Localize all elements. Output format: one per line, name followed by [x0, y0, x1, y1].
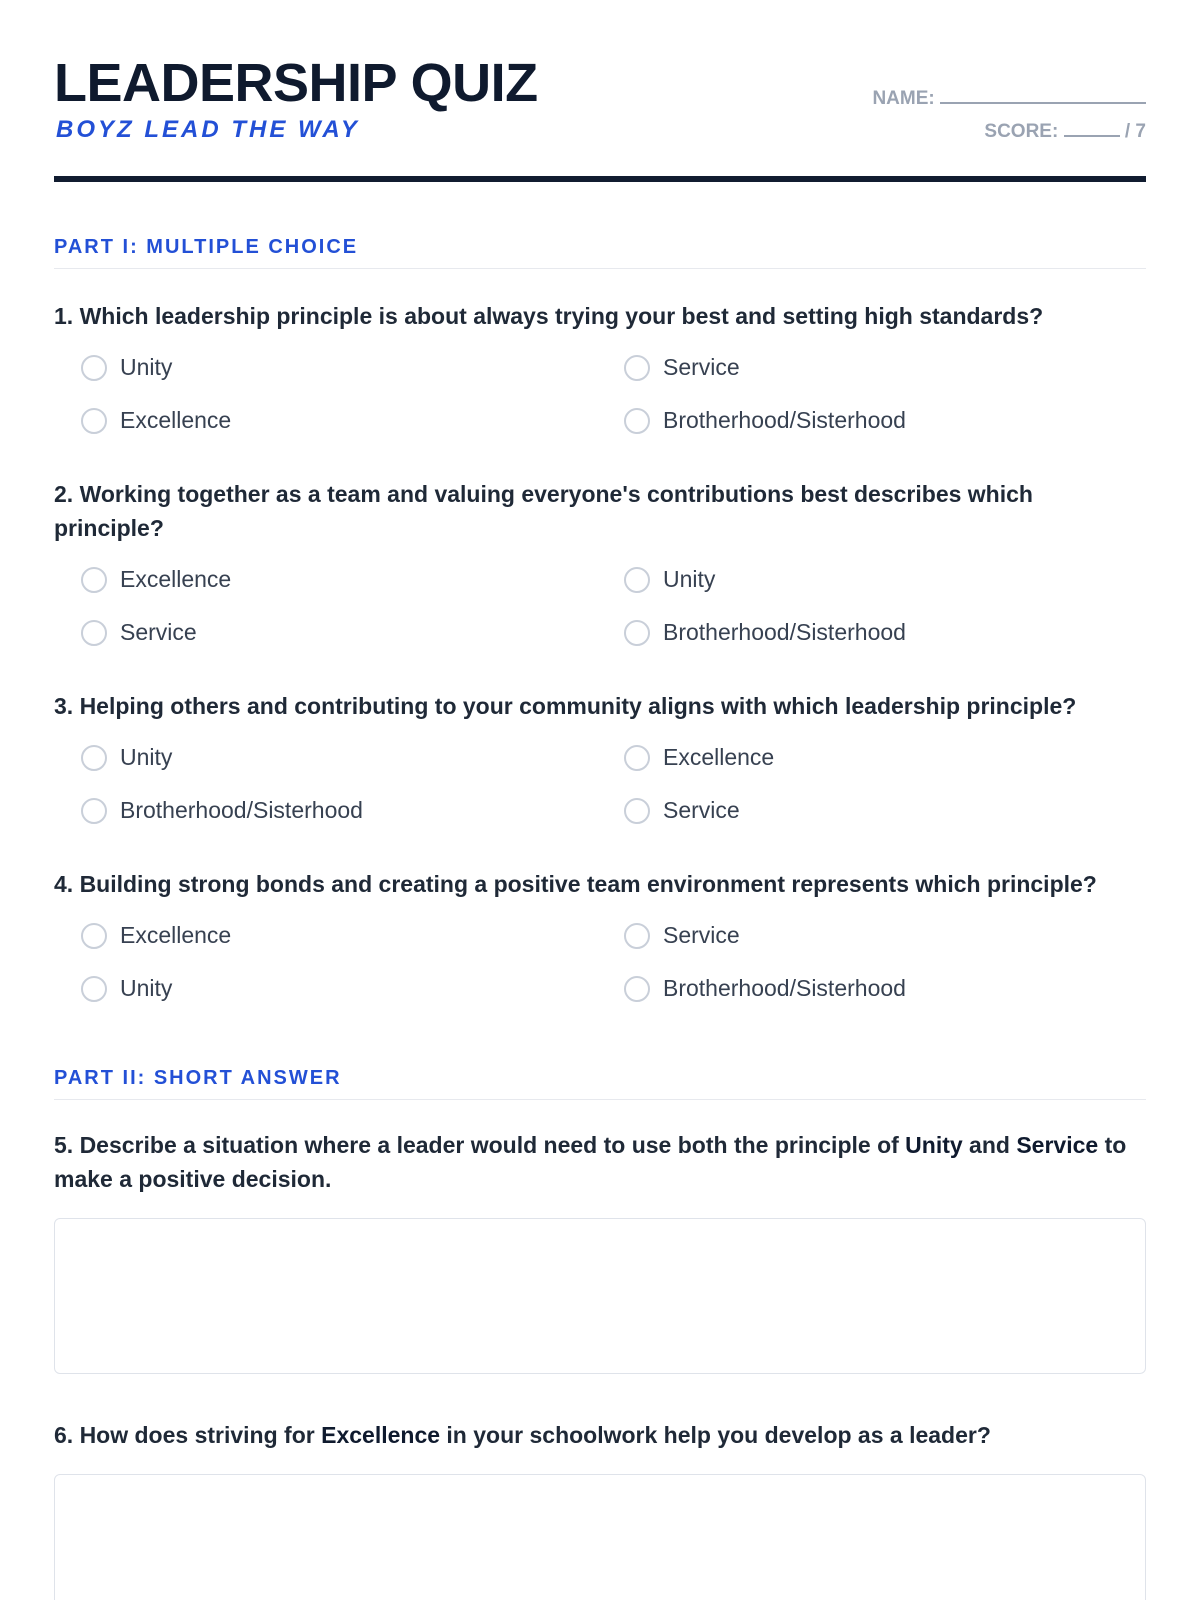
- answer-option-label: Service: [663, 354, 740, 380]
- answer-option-label: Brotherhood/Sisterhood: [120, 797, 363, 823]
- answer-option[interactable]: [624, 606, 1167, 659]
- question-5-keyword-service: Service: [1016, 1132, 1099, 1158]
- score-field: [984, 121, 1146, 143]
- question-4-options: [54, 909, 1146, 1015]
- answer-option[interactable]: [624, 341, 1167, 394]
- question-3: [54, 689, 1146, 837]
- name-blank-line[interactable]: [940, 102, 1146, 104]
- question-4: [54, 867, 1146, 1015]
- answer-option-label: Unity: [120, 975, 173, 1001]
- question-1-options: [54, 341, 1146, 447]
- score-label: SCORE:: [984, 121, 1059, 142]
- score-total: / 7: [1124, 121, 1146, 142]
- answer-option-label: Unity: [663, 566, 716, 592]
- question-1: [54, 299, 1146, 447]
- answer-option-label: Brotherhood/Sisterhood: [663, 975, 906, 1001]
- answer-option[interactable]: [624, 909, 1167, 962]
- answer-option[interactable]: [624, 962, 1167, 1015]
- question-2-options: [54, 553, 1146, 659]
- answer-option-label: Unity: [120, 744, 173, 770]
- answer-option[interactable]: [81, 731, 624, 784]
- answer-option[interactable]: [81, 962, 624, 1015]
- question-4-text: 4. Building strong bonds and creating a positive team environment represents which principle?: [54, 871, 1097, 897]
- question-1-text: 1. Which leadership principle is about always trying your best and setting high standards?: [54, 303, 1044, 329]
- name-label: NAME:: [872, 88, 935, 109]
- answer-option[interactable]: [624, 731, 1167, 784]
- question-2-text: 2. Working together as a team and valuing everyone's contributions best describes which principle?: [54, 481, 1033, 541]
- answer-option-label: Excellence: [663, 744, 775, 770]
- question-6-text-post: in your schoolwork help you develop as a leader?: [440, 1422, 991, 1448]
- radio-button[interactable]: [81, 745, 107, 771]
- section-heading-multiple-choice: PART I: MULTIPLE CHOICE: [54, 182, 1146, 269]
- question-6: [54, 1418, 1146, 1452]
- radio-button[interactable]: [624, 745, 650, 771]
- answer-option-label: Service: [120, 619, 197, 645]
- answer-option-label: Brotherhood/Sisterhood: [663, 619, 906, 645]
- answer-option[interactable]: [81, 909, 624, 962]
- answer-option-label: Service: [663, 797, 740, 823]
- answer-option[interactable]: [81, 553, 624, 606]
- radio-button[interactable]: [81, 567, 107, 593]
- radio-button[interactable]: [81, 408, 107, 434]
- radio-button[interactable]: [81, 798, 107, 824]
- radio-button[interactable]: [624, 620, 650, 646]
- question-5-text-pre: 5. Describe a situation where a leader would need to use both the principle of: [54, 1132, 906, 1158]
- quiz-subtitle: BOYZ LEAD THE WAY: [56, 116, 360, 143]
- answer-option-label: Excellence: [120, 407, 232, 433]
- radio-button[interactable]: [624, 567, 650, 593]
- answer-option[interactable]: [81, 341, 624, 394]
- answer-option[interactable]: [81, 784, 624, 837]
- question-2: [54, 477, 1146, 659]
- question-6-text-pre: 6. How does striving for: [54, 1422, 322, 1448]
- question-5-keyword-unity: Unity: [905, 1132, 963, 1158]
- radio-button[interactable]: [624, 976, 650, 1002]
- question-5-text-post: to make a positive decision.: [54, 1132, 1127, 1192]
- answer-option[interactable]: [624, 784, 1167, 837]
- radio-button[interactable]: [81, 976, 107, 1002]
- answer-option[interactable]: [81, 606, 624, 659]
- radio-button[interactable]: [624, 923, 650, 949]
- answer-option-label: Excellence: [120, 566, 232, 592]
- answer-option[interactable]: [81, 394, 624, 447]
- question-3-text: 3. Helping others and contributing to your community aligns with which leadership principle?: [54, 693, 1077, 719]
- radio-button[interactable]: [624, 408, 650, 434]
- score-blank-line: [1064, 135, 1120, 137]
- question-5-answer-box[interactable]: [54, 1218, 1146, 1374]
- radio-button[interactable]: [81, 923, 107, 949]
- question-6-keyword-excellence: Excellence: [321, 1422, 441, 1448]
- answer-option[interactable]: [624, 553, 1167, 606]
- radio-button[interactable]: [81, 620, 107, 646]
- quiz-header: [54, 0, 1146, 182]
- multiple-choice-questions: [54, 299, 1146, 1015]
- radio-button[interactable]: [624, 355, 650, 381]
- answer-option-label: Excellence: [120, 922, 232, 948]
- question-5-text-mid: and: [962, 1132, 1017, 1158]
- answer-option[interactable]: [624, 394, 1167, 447]
- quiz-title: LEADERSHIP QUIZ: [54, 53, 538, 113]
- answer-option-label: Unity: [120, 354, 173, 380]
- question-6-answer-box[interactable]: [54, 1474, 1146, 1600]
- radio-button[interactable]: [624, 798, 650, 824]
- radio-button[interactable]: [81, 355, 107, 381]
- name-field[interactable]: [872, 88, 1146, 110]
- answer-option-label: Service: [663, 922, 740, 948]
- question-3-options: [54, 731, 1146, 837]
- section-heading-short-answer: PART II: SHORT ANSWER: [54, 1029, 1146, 1100]
- answer-option-label: Brotherhood/Sisterhood: [663, 407, 906, 433]
- question-5: [54, 1128, 1146, 1196]
